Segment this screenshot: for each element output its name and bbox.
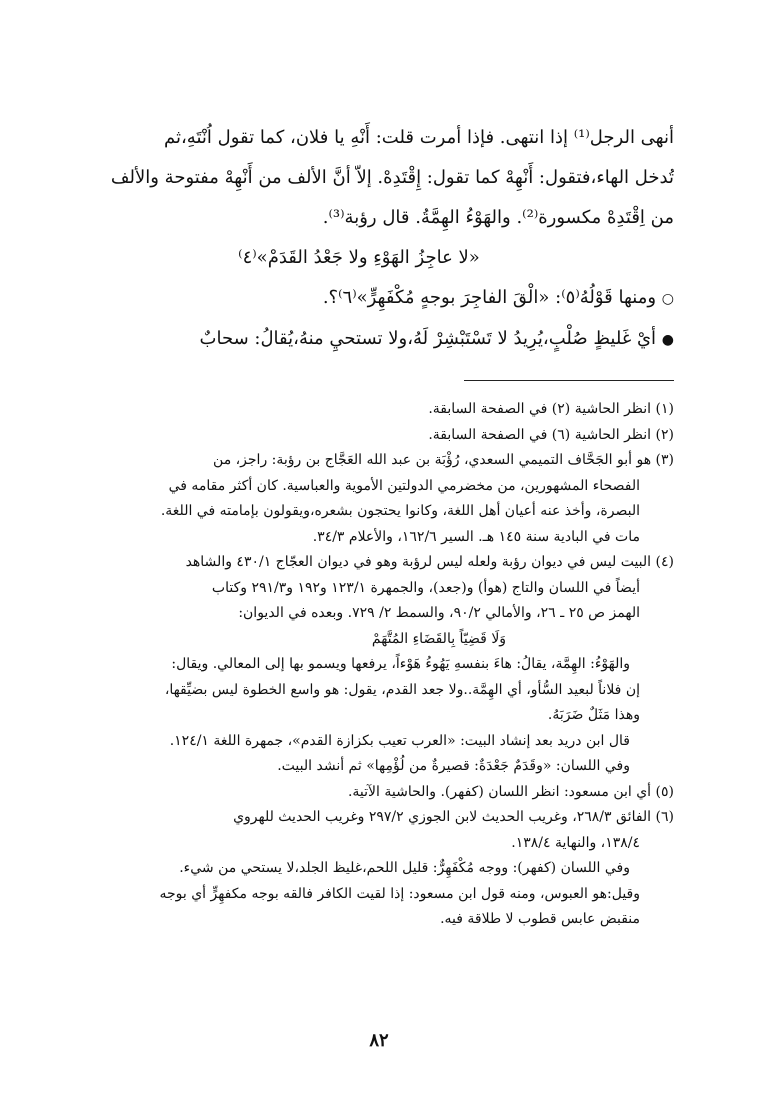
footnote-continuation: ١٣٨/٤، والنهاية ١٣٨/٤. — [511, 834, 640, 851]
footnote-continuation: منقبض عابس قطوب لا طلاقة فيه. — [440, 911, 640, 927]
footnote: (٣) هو أبو الجَحَّاف التميمي السعدي، رُؤْبَة بن عبد الله العَجَّاج بن رؤبة: راجز، من — [213, 452, 674, 468]
main-text-line: من اِقْتَدِهْ مكسورة⁽²⁾. والهَوْءُ الهِمَّةُ. قال رؤبة⁽³⁾. — [322, 207, 674, 228]
main-text-line: أنهى الرجل⁽¹⁾ إذا انتهى. فإذا أمرت قلت: أَنْهِ يا فلان، كما تقول اُنْتَهِ،ثم — [164, 127, 674, 148]
bullet-text: أيْ غَليظٍ صُلْبٍ،يُرِيدُ لا تَسْتَبْشِرْ لَهُ،ولا تستحيِ منهُ،يُقالُ: سحابٌ — [199, 328, 657, 349]
footnote-continuation: وهذا مَثَلٌ ضَرَبَهُ. — [547, 707, 640, 723]
footnote: (٦) الفائق ٢٦٨/٣، وغريب الحديث لابن الجوزي ٢٩٧/٢ وغريب الحديث للهروي — [233, 809, 674, 825]
footnote-continuation: الهمز ص ٢٥ ـ ٢٦، والأمالي ٩٠/٢، والسمط ٢/ ٧٢٩. وبعده في الديوان: — [238, 605, 640, 621]
footnotes — [84, 397, 674, 933]
main-text-line: تُدخل الهاء،فتقول: أَنْهِهْ كما تقول: إِقْتَدِهْ. إلاّ أنَّ الألف من أَنْهِهْ مفتوحة والألف — [110, 167, 674, 188]
footnote-continuation: وفي اللسان: «وقَدَمٌ جَعْدَةٌ: قصيرةٌ من لُؤْمِها» ثم أنشد البيت. — [277, 758, 630, 774]
bullet-text: ومنها قَوْلُهُ⁽٥⁾: «الْقَ الفاجِرَ بوجهٍ مُكْفَهِرٍّ»⁽٦⁾؟. — [322, 287, 657, 308]
main-text — [84, 118, 674, 238]
bullet-paragraph-2 — [84, 319, 674, 360]
footnote-divider — [464, 380, 674, 381]
verse-quote: «لا عاجِزُ الهَوْءِ ولا جَعْدُ القَدَمْ»⁽٤⁾ — [238, 247, 480, 268]
footnote-continuation: مات في البادية سنة ١٤٥ هـ. السير ١٦٢/٦، والأعلام ٣٤/٣. — [312, 528, 640, 545]
footnote-continuation: والهَوْءُ: الهِمَّة، يقالُ: هاءَ بنفسهِ يَهُوءُ هَوْءاً، يرفعها ويسمو بها إلى المعالي. ويقال: — [171, 656, 630, 672]
footnote: (٢) انظر الحاشية (٦) في الصفحة السابقة. — [428, 426, 674, 443]
footnote-continuation: الفصحاء المشهورين، من مخضرمي الدولتين الأموية والعباسية. كان أكثر مقامه في — [168, 477, 640, 494]
footnote: (٥) أي ابن مسعود: انظر اللسان (كفهر). والحاشية الآتية. — [347, 783, 674, 800]
footnote-continuation: أيضاً في اللسان والتاج (هوأ) و(جعد)، والجمهرة ١٢٣/١ و١٩٢ و٢٩١/٣ وكتاب — [211, 579, 640, 596]
open-circle-icon: ○ — [661, 291, 674, 307]
footnote-continuation: البصرة، وأخذ عنه أعيان أهل اللغة، وكانوا يحتجون بشعره،ويقولون بإمامته في اللغة. — [160, 503, 640, 519]
footnote: (٤) البيت ليس في ديوان رؤبة ولعله ليس لرؤبة وهو في ديوان العجّاج ٤٣٠/١ والشاهد — [185, 554, 674, 570]
footnote-continuation: وقيل:هو العبوس، ومنه قول ابن مسعود: إذا لقيت الكافر فالقه بوجه مكفهِرٍّ أي بوجه — [159, 885, 640, 902]
footnote: (١) انظر الحاشية (٢) في الصفحة السابقة. — [428, 401, 674, 417]
footnote-continuation: قال ابن دريد بعد إنشاد البيت: «العرب تعيب بكزازة القدم»، جمهرة اللغة ١٢٤/١. — [169, 732, 630, 749]
filled-circle-icon: ● — [661, 332, 674, 348]
page-number: ٨٢ — [369, 1030, 389, 1051]
footnote-continuation: وفي اللسان (كفهر): ووجه مُكْفَهِرٌّ: قليل اللحم،غليظ الجلد،لا يستحي من شيء. — [179, 860, 630, 876]
bullet-paragraph-1 — [84, 278, 674, 319]
verse-hemistich: وَلَا قَضِيّاً بِالقَضَاءِ المُتَّهَمْ — [371, 630, 507, 647]
footnote-continuation: إن فلاناً لبعيد السُّأو، أي الهِمَّة..ولا جعد القدم، يقول: هو واسع الخطوة ليس بضيِّقها، — [164, 681, 640, 698]
